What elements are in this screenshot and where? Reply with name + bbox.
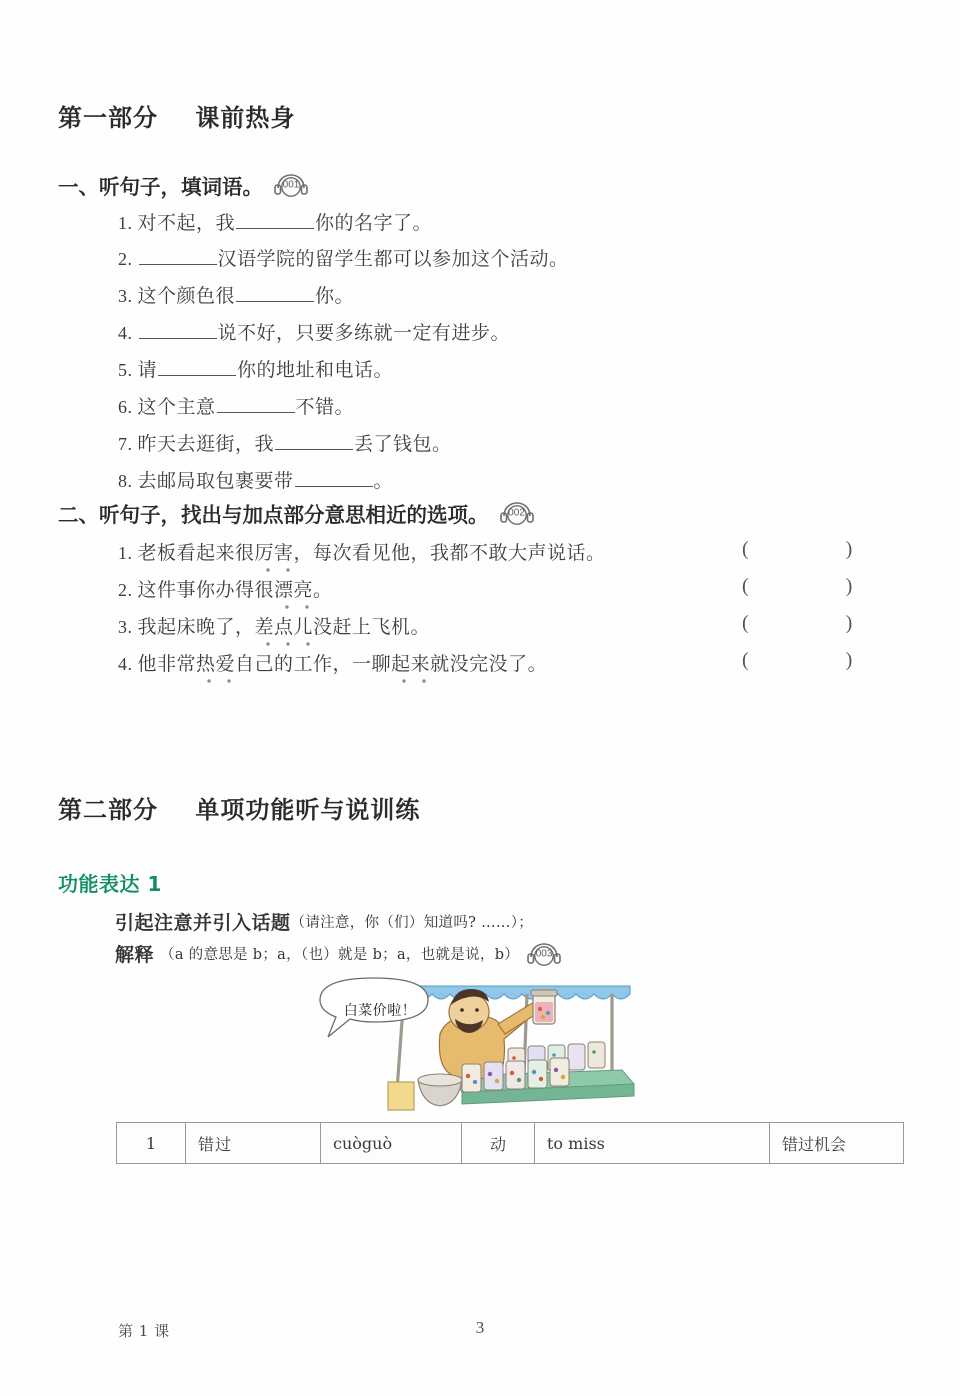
function-line-1-bold: 引起注意并引入话题 bbox=[115, 912, 291, 934]
audio-track-number: 001 bbox=[282, 179, 300, 191]
speech-bubble-text: 白菜价啦！ bbox=[343, 1003, 417, 1019]
item-number: 6. bbox=[118, 397, 133, 417]
vocabulary-table bbox=[116, 1122, 904, 1164]
item-number: 7. bbox=[118, 434, 133, 454]
fill-blank[interactable] bbox=[217, 397, 295, 413]
item-text-part2: ，每次看见他，我都不敢大声说话。 bbox=[293, 542, 606, 564]
item-text-after: 不错。 bbox=[295, 396, 355, 418]
answer-paren-2[interactable]: ( ) bbox=[742, 575, 899, 597]
fill-blank[interactable] bbox=[139, 323, 217, 339]
item-text-part1: 这件事你办得很 bbox=[137, 579, 275, 601]
exercise-2-item-2 bbox=[118, 575, 333, 602]
item-text-after: 汉语学院的留学生都可以参加这个活动。 bbox=[217, 248, 569, 270]
item-text-before: 对不起，我 bbox=[137, 212, 236, 234]
section-2-heading-text: 二、听句子，找出与加点部分意思相近的选项。 bbox=[58, 503, 489, 527]
emphasised-phrase: 热爱 bbox=[196, 649, 235, 676]
fill-blank[interactable] bbox=[236, 286, 314, 302]
item-text-after: 你的地址和电话。 bbox=[237, 359, 394, 381]
item-number: 1. bbox=[118, 213, 133, 233]
item-number: 3. bbox=[118, 286, 133, 306]
item-text-before: 这个颜色很 bbox=[137, 285, 236, 307]
exercise-2-item-4 bbox=[118, 649, 547, 676]
section-1-heading bbox=[58, 170, 310, 200]
item-text-part1: 老板看起来很 bbox=[137, 542, 255, 564]
item-number: 5. bbox=[118, 360, 133, 380]
emphasised-phrase: 厉害 bbox=[255, 538, 294, 565]
item-text-part2: 。 bbox=[313, 579, 333, 601]
item-number: 4. bbox=[118, 654, 133, 674]
exercise-1-item-8 bbox=[118, 466, 393, 493]
item-text-after: 说不好，只要多练就一定有进步。 bbox=[217, 322, 511, 344]
fill-blank[interactable] bbox=[275, 434, 353, 450]
item-text-after: 你的名字了。 bbox=[315, 212, 433, 234]
function-expression-heading: 功能表达 1 bbox=[58, 872, 162, 896]
item-text-after: 丢了钱包。 bbox=[354, 433, 452, 455]
footer-page-number: 3 bbox=[475, 1318, 485, 1337]
exercise-1-item-4 bbox=[118, 318, 510, 345]
item-text-before: 去邮局取包裹要带 bbox=[137, 470, 294, 492]
cell-index: 1 bbox=[117, 1123, 186, 1164]
cell-word: 错过 bbox=[186, 1123, 321, 1164]
function-line-1 bbox=[115, 908, 533, 935]
item-text-part1: 我起床晚了， bbox=[137, 616, 255, 638]
item-text-part1: 他非常 bbox=[137, 653, 197, 675]
exercise-1-item-6 bbox=[118, 392, 354, 419]
answer-paren-1[interactable]: ( ) bbox=[742, 538, 899, 560]
exercise-1-item-5 bbox=[118, 355, 393, 382]
item-number: 1. bbox=[118, 543, 133, 563]
emphasised-phrase: 漂亮 bbox=[274, 575, 313, 602]
answer-paren-4[interactable]: ( ) bbox=[742, 649, 899, 671]
table-row bbox=[117, 1123, 904, 1164]
emphasised-phrase-2: 起来 bbox=[391, 649, 430, 676]
section-1-heading-text: 一、听句子，填词语。 bbox=[58, 175, 263, 199]
answer-paren-3[interactable]: ( ) bbox=[742, 612, 899, 634]
cell-pos: 动 bbox=[462, 1123, 535, 1164]
item-number: 4. bbox=[118, 323, 133, 343]
item-number: 2. bbox=[118, 249, 133, 269]
market-stall-illustration bbox=[312, 972, 642, 1120]
headphone-icon-002[interactable] bbox=[498, 501, 536, 525]
item-number: 2. bbox=[118, 580, 133, 600]
item-number: 8. bbox=[118, 471, 133, 491]
function-line-2 bbox=[115, 940, 563, 967]
item-text-part3: 就没完没了。 bbox=[430, 653, 548, 675]
exercise-1-item-3 bbox=[118, 281, 354, 308]
emphasised-phrase: 差点儿 bbox=[255, 612, 314, 639]
exercise-2-item-3 bbox=[118, 612, 430, 639]
fill-blank[interactable] bbox=[236, 213, 314, 229]
cell-example: 错过机会 bbox=[770, 1123, 904, 1164]
item-text-after: 你。 bbox=[315, 285, 355, 307]
section-2-heading bbox=[58, 498, 536, 528]
fill-blank[interactable] bbox=[295, 471, 373, 487]
item-text-before: 请 bbox=[137, 359, 158, 381]
exercise-1-item-1 bbox=[118, 208, 432, 235]
exercise-2-item-1 bbox=[118, 538, 606, 565]
item-text-part2: 自己的工作，一聊 bbox=[235, 653, 392, 675]
function-line-2-bold: 解释 bbox=[115, 944, 155, 966]
exercise-1-item-2 bbox=[118, 244, 569, 271]
cell-english: to miss bbox=[535, 1123, 770, 1164]
function-line-2-detail: （a 的意思是 b；a，（也）就是 b；a，也就是说，b） bbox=[160, 947, 520, 963]
audio-track-number: 003 bbox=[535, 948, 553, 959]
item-text-before: 昨天去逛街，我 bbox=[137, 433, 275, 455]
exercise-1-item-7 bbox=[118, 429, 452, 456]
cell-pinyin: cuòguò bbox=[321, 1123, 462, 1164]
fill-blank[interactable] bbox=[158, 360, 236, 376]
headphone-icon-003[interactable] bbox=[525, 942, 563, 966]
item-number: 3. bbox=[118, 617, 133, 637]
footer-lesson-label: 第 1 课 bbox=[118, 1322, 170, 1340]
audio-track-number: 002 bbox=[508, 507, 525, 519]
part-2-heading: 第二部分 单项功能听与说训练 bbox=[58, 796, 421, 824]
function-line-1-detail: （请注意，你（们）知道吗? ……）； bbox=[290, 915, 534, 931]
item-text-part2: 没赶上飞机。 bbox=[313, 616, 431, 638]
headphone-icon-001[interactable] bbox=[272, 173, 310, 197]
item-text-after: 。 bbox=[373, 470, 394, 492]
part-1-heading: 第一部分 课前热身 bbox=[58, 104, 296, 132]
item-text-before: 这个主意 bbox=[137, 396, 216, 418]
fill-blank[interactable] bbox=[139, 249, 217, 265]
